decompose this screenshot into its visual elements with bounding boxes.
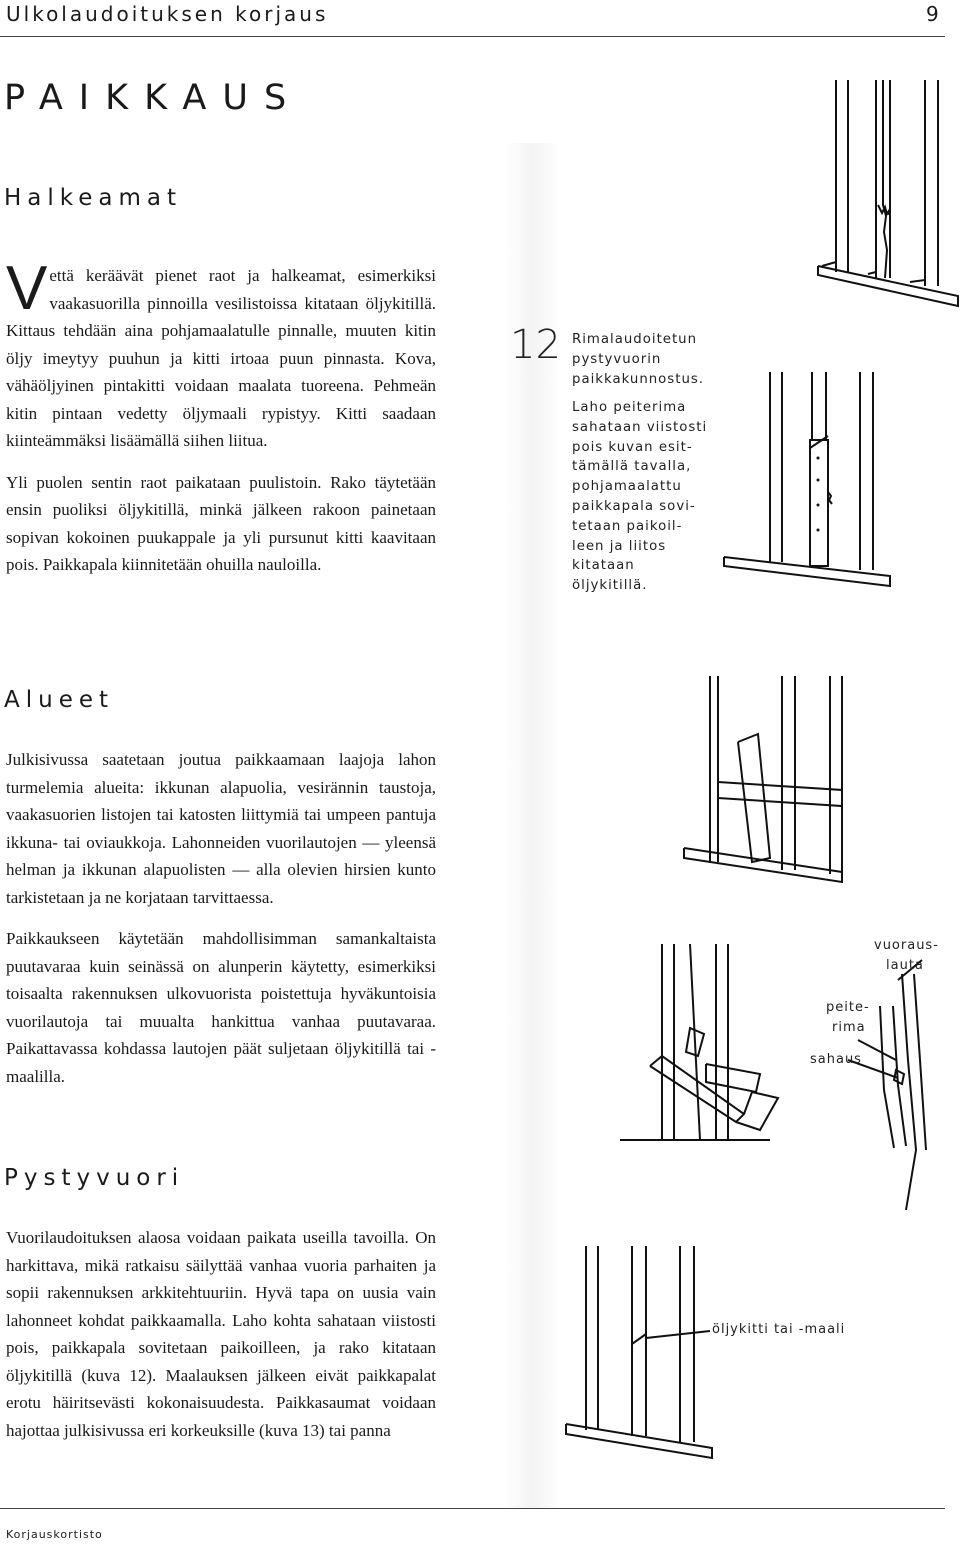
footer-rule [0, 1508, 945, 1509]
pystyvuori-paragraph-1: Vuorilaudoituksen alaosa voidaan paikata useilla tavoilla. On harkittava, mikä ratkaisu säilyttää vanhaa vuoria parhaiten ja sopii rakennuksen arkkitehtuuriin. Hyvä tapa on uusia vain lahonneet kohdat paikkaamalla. Laho kohta sahataan viistosti pois, paikkapala sovitetaan paikoilleen, ja rako kitataan öljykitillä (kuva 12). Maalauksen jälkeen eivät paikkapalat erotu häiritsevästi kokonaisuudesta. Paikkasaumat voidaan hajottaa julkisivussa eri korkeuksille (kuva 13) tai panna [6, 1228, 436, 1440]
label-line: lauta [886, 958, 924, 973]
halkeamat-p1-text: että keräävät pienet raot ja halkeamat, esimerkiksi vaakasuorilla pinnoilla vesilistoissa kitataan öljykitillä. Kittaus tehdään aina pohjamaalatulle pinnalle, muuten kitin öljy imeytyy puuhun ja kitti irtoaa puun pinnasta. Kova, vähäöljyinen pintakitti voidaan maalata tuoreena. Pehmeän kitin pintaan vedetty öljymaali rypistyy. Kitti saadaan kiinteämmäksi lisäämällä siihen liitua. [6, 266, 436, 450]
heading-halkeamat: Halkeamat [4, 185, 183, 211]
caption-line: sahataan viistosti [572, 419, 708, 435]
caption-line: pohjamaalattu [572, 479, 682, 495]
alueet-paragraph-2: Paikkaukseen käytetään mahdollisimman samankaltaista puutavaraa kuin seinässä on alunperin käytetty, esimerkiksi toisaalta rakennuksen ulkovuorista poistettuja hyväkuntoisia vuorilautoja tai muualta hankittua vanhaa puutavaraa. Paikattavassa kohdassa lautojen päät suljetaan öljykitillä tai -maalilla. [6, 929, 436, 1086]
caption-line: Rimalaudoitetun [572, 332, 698, 347]
caption-line: Laho peiterima [572, 400, 687, 415]
label-oljykitti: öljykitti tai -maali [712, 1322, 846, 1337]
chapter-title: PAIKKAUS [4, 78, 303, 118]
caption-line: pois kuvan esit- [572, 439, 693, 455]
caption-line: paikkapala sovi- [572, 498, 696, 514]
caption-line: öljykitillä. [572, 578, 648, 594]
drop-cap: V [6, 254, 48, 323]
footer-text: Korjauskortisto [6, 1528, 103, 1541]
halkeamat-paragraph-2: Yli puolen sentin raot paikataan puulistoin. Rako täytetään ensin puoliksi öljykitillä, minkä jälkeen rakoon painetaan sopivan kokoinen puukappale ja yli pursunut kitti kaavitaan pois. Paikkapala kiinnitetään ohuilla nauloilla. [6, 472, 436, 574]
figure-number: 12 [510, 322, 561, 368]
label-line: rima [832, 1020, 866, 1035]
caption-line: pystyvuorin [572, 351, 662, 367]
label-sahaus: sahaus [810, 1052, 862, 1067]
caption-line: paikkakunnostus. [572, 371, 705, 387]
heading-pystyvuori: Pystyvuori [4, 1165, 185, 1191]
caption-line: kitataan [572, 558, 635, 574]
caption-line: leen ja liitos [572, 538, 667, 554]
heading-alueet: Alueet [4, 687, 115, 713]
alueet-paragraph-1: Julkisivussa saatetaan joutua paikkaamaan laajoja lahon turmelemia alueita: ikkunan alapuolia, vesirännin taustoja, vaakasuorien listojen tai katosten liittymiä tai umpeen pantuja ikkuna- tai oviaukkoja. Lahonneiden vuorilautojen — yleensä helman ja ikkunan alapuolisten — alla olevien hirsien kunto tarkistetaan ja ne korjataan tarvittaessa. [6, 750, 436, 907]
label-line: vuoraus- [874, 938, 939, 953]
caption-line: tetaan paikoil- [572, 518, 683, 534]
running-title: Ulkolaudoituksen korjaus [6, 2, 329, 26]
caption-line: tämällä tavalla, [572, 459, 692, 475]
label-line: peite- [826, 1000, 870, 1015]
page-number: 9 [926, 2, 939, 26]
